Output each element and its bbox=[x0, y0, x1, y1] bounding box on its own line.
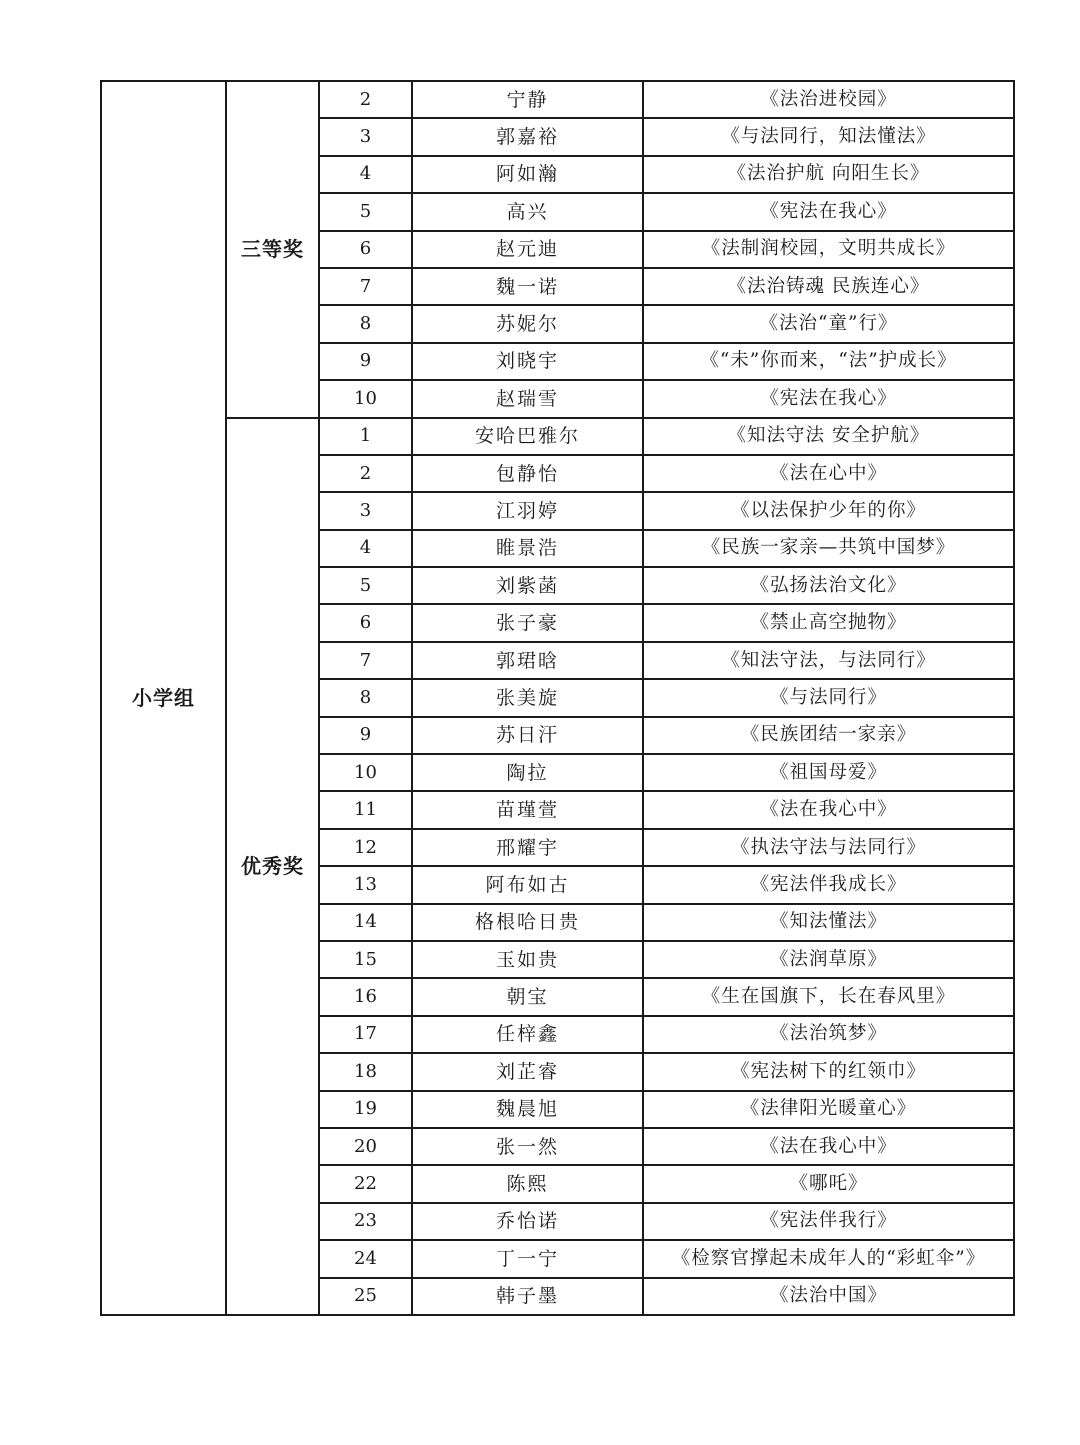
work-title-cell: 《宪法树下的红领巾》 bbox=[643, 1053, 1014, 1090]
award-level-cell: 三等奖 bbox=[226, 81, 319, 418]
row-number-cell: 7 bbox=[319, 642, 412, 679]
work-title-cell: 《哪吒》 bbox=[643, 1165, 1014, 1202]
row-number-cell: 9 bbox=[319, 717, 412, 754]
work-title-cell: 《以法保护少年的你》 bbox=[643, 492, 1014, 529]
student-name-cell: 陶拉 bbox=[412, 754, 643, 791]
student-name-cell: 张美旋 bbox=[412, 679, 643, 716]
award-level-cell: 优秀奖 bbox=[226, 418, 319, 1315]
student-name-cell: 苗瑾萱 bbox=[412, 791, 643, 828]
row-number-cell: 14 bbox=[319, 904, 412, 941]
student-name-cell: 魏晨旭 bbox=[412, 1091, 643, 1128]
work-title-cell: 《“未”你而来，“法”护成长》 bbox=[643, 343, 1014, 380]
work-title-cell: 《法在心中》 bbox=[643, 455, 1014, 492]
work-title-cell: 《法在我心中》 bbox=[643, 1128, 1014, 1165]
work-title-cell: 《宪法伴我成长》 bbox=[643, 866, 1014, 903]
student-name-cell: 玉如贵 bbox=[412, 941, 643, 978]
student-name-cell: 格根哈日贵 bbox=[412, 904, 643, 941]
work-title-cell: 《法治中国》 bbox=[643, 1278, 1014, 1315]
work-title-cell: 《与法同行，知法懂法》 bbox=[643, 118, 1014, 155]
row-number-cell: 17 bbox=[319, 1016, 412, 1053]
row-number-cell: 11 bbox=[319, 791, 412, 828]
student-name-cell: 郭嘉裕 bbox=[412, 118, 643, 155]
row-number-cell: 3 bbox=[319, 492, 412, 529]
award-table-body bbox=[101, 81, 1014, 1315]
group-label-cell: 小学组 bbox=[101, 81, 226, 1315]
work-title-cell: 《法在我心中》 bbox=[643, 791, 1014, 828]
work-title-cell: 《宪法伴我行》 bbox=[643, 1203, 1014, 1240]
row-number-cell: 10 bbox=[319, 380, 412, 417]
table-row bbox=[101, 418, 1014, 455]
row-number-cell: 18 bbox=[319, 1053, 412, 1090]
work-title-cell: 《民族团结一家亲》 bbox=[643, 717, 1014, 754]
row-number-cell: 6 bbox=[319, 231, 412, 268]
row-number-cell: 5 bbox=[319, 193, 412, 230]
work-title-cell: 《法制润校园，文明共成长》 bbox=[643, 231, 1014, 268]
student-name-cell: 刘紫菡 bbox=[412, 567, 643, 604]
row-number-cell: 5 bbox=[319, 567, 412, 604]
student-name-cell: 宁静 bbox=[412, 81, 643, 118]
student-name-cell: 丁一宁 bbox=[412, 1240, 643, 1277]
student-name-cell: 郭珺晗 bbox=[412, 642, 643, 679]
work-title-cell: 《宪法在我心》 bbox=[643, 380, 1014, 417]
award-table bbox=[100, 80, 1015, 1316]
work-title-cell: 《法润草原》 bbox=[643, 941, 1014, 978]
work-title-cell: 《法律阳光暖童心》 bbox=[643, 1091, 1014, 1128]
row-number-cell: 6 bbox=[319, 604, 412, 641]
work-title-cell: 《法治护航 向阳生长》 bbox=[643, 156, 1014, 193]
row-number-cell: 23 bbox=[319, 1203, 412, 1240]
work-title-cell: 《弘扬法治文化》 bbox=[643, 567, 1014, 604]
row-number-cell: 9 bbox=[319, 343, 412, 380]
student-name-cell: 苏妮尔 bbox=[412, 305, 643, 342]
work-title-cell: 《知法懂法》 bbox=[643, 904, 1014, 941]
work-title-cell: 《民族一家亲—共筑中国梦》 bbox=[643, 530, 1014, 567]
student-name-cell: 阿布如古 bbox=[412, 866, 643, 903]
student-name-cell: 赵元迪 bbox=[412, 231, 643, 268]
work-title-cell: 《法治“童”行》 bbox=[643, 305, 1014, 342]
work-title-cell: 《与法同行》 bbox=[643, 679, 1014, 716]
row-number-cell: 8 bbox=[319, 679, 412, 716]
student-name-cell: 安哈巴雅尔 bbox=[412, 418, 643, 455]
student-name-cell: 阿如瀚 bbox=[412, 156, 643, 193]
work-title-cell: 《知法守法 安全护航》 bbox=[643, 418, 1014, 455]
work-title-cell: 《生在国旗下，长在春风里》 bbox=[643, 978, 1014, 1015]
row-number-cell: 4 bbox=[319, 530, 412, 567]
row-number-cell: 7 bbox=[319, 268, 412, 305]
row-number-cell: 8 bbox=[319, 305, 412, 342]
student-name-cell: 魏一诺 bbox=[412, 268, 643, 305]
student-name-cell: 张子豪 bbox=[412, 604, 643, 641]
row-number-cell: 2 bbox=[319, 81, 412, 118]
row-number-cell: 20 bbox=[319, 1128, 412, 1165]
row-number-cell: 15 bbox=[319, 941, 412, 978]
work-title-cell: 《祖国母爱》 bbox=[643, 754, 1014, 791]
work-title-cell: 《法治铸魂 民族连心》 bbox=[643, 268, 1014, 305]
row-number-cell: 22 bbox=[319, 1165, 412, 1202]
student-name-cell: 高兴 bbox=[412, 193, 643, 230]
row-number-cell: 19 bbox=[319, 1091, 412, 1128]
student-name-cell: 刘芷睿 bbox=[412, 1053, 643, 1090]
work-title-cell: 《法治进校园》 bbox=[643, 81, 1014, 118]
student-name-cell: 任梓鑫 bbox=[412, 1016, 643, 1053]
work-title-cell: 《检察官撑起未成年人的“彩虹伞”》 bbox=[643, 1240, 1014, 1277]
student-name-cell: 张一然 bbox=[412, 1128, 643, 1165]
student-name-cell: 邢耀宇 bbox=[412, 829, 643, 866]
student-name-cell: 包静怡 bbox=[412, 455, 643, 492]
work-title-cell: 《法治筑梦》 bbox=[643, 1016, 1014, 1053]
student-name-cell: 赵瑞雪 bbox=[412, 380, 643, 417]
row-number-cell: 16 bbox=[319, 978, 412, 1015]
student-name-cell: 陈熙 bbox=[412, 1165, 643, 1202]
row-number-cell: 13 bbox=[319, 866, 412, 903]
student-name-cell: 乔怡诺 bbox=[412, 1203, 643, 1240]
student-name-cell: 朝宝 bbox=[412, 978, 643, 1015]
row-number-cell: 2 bbox=[319, 455, 412, 492]
row-number-cell: 12 bbox=[319, 829, 412, 866]
work-title-cell: 《执法守法与法同行》 bbox=[643, 829, 1014, 866]
row-number-cell: 1 bbox=[319, 418, 412, 455]
row-number-cell: 25 bbox=[319, 1278, 412, 1315]
work-title-cell: 《宪法在我心》 bbox=[643, 193, 1014, 230]
row-number-cell: 3 bbox=[319, 118, 412, 155]
work-title-cell: 《知法守法，与法同行》 bbox=[643, 642, 1014, 679]
award-list-sheet bbox=[100, 80, 1013, 1316]
row-number-cell: 10 bbox=[319, 754, 412, 791]
student-name-cell: 睢景浩 bbox=[412, 530, 643, 567]
student-name-cell: 刘晓宇 bbox=[412, 343, 643, 380]
student-name-cell: 韩子墨 bbox=[412, 1278, 643, 1315]
row-number-cell: 24 bbox=[319, 1240, 412, 1277]
work-title-cell: 《禁止高空抛物》 bbox=[643, 604, 1014, 641]
student-name-cell: 苏日汗 bbox=[412, 717, 643, 754]
student-name-cell: 江羽婷 bbox=[412, 492, 643, 529]
row-number-cell: 4 bbox=[319, 156, 412, 193]
table-row bbox=[101, 81, 1014, 118]
